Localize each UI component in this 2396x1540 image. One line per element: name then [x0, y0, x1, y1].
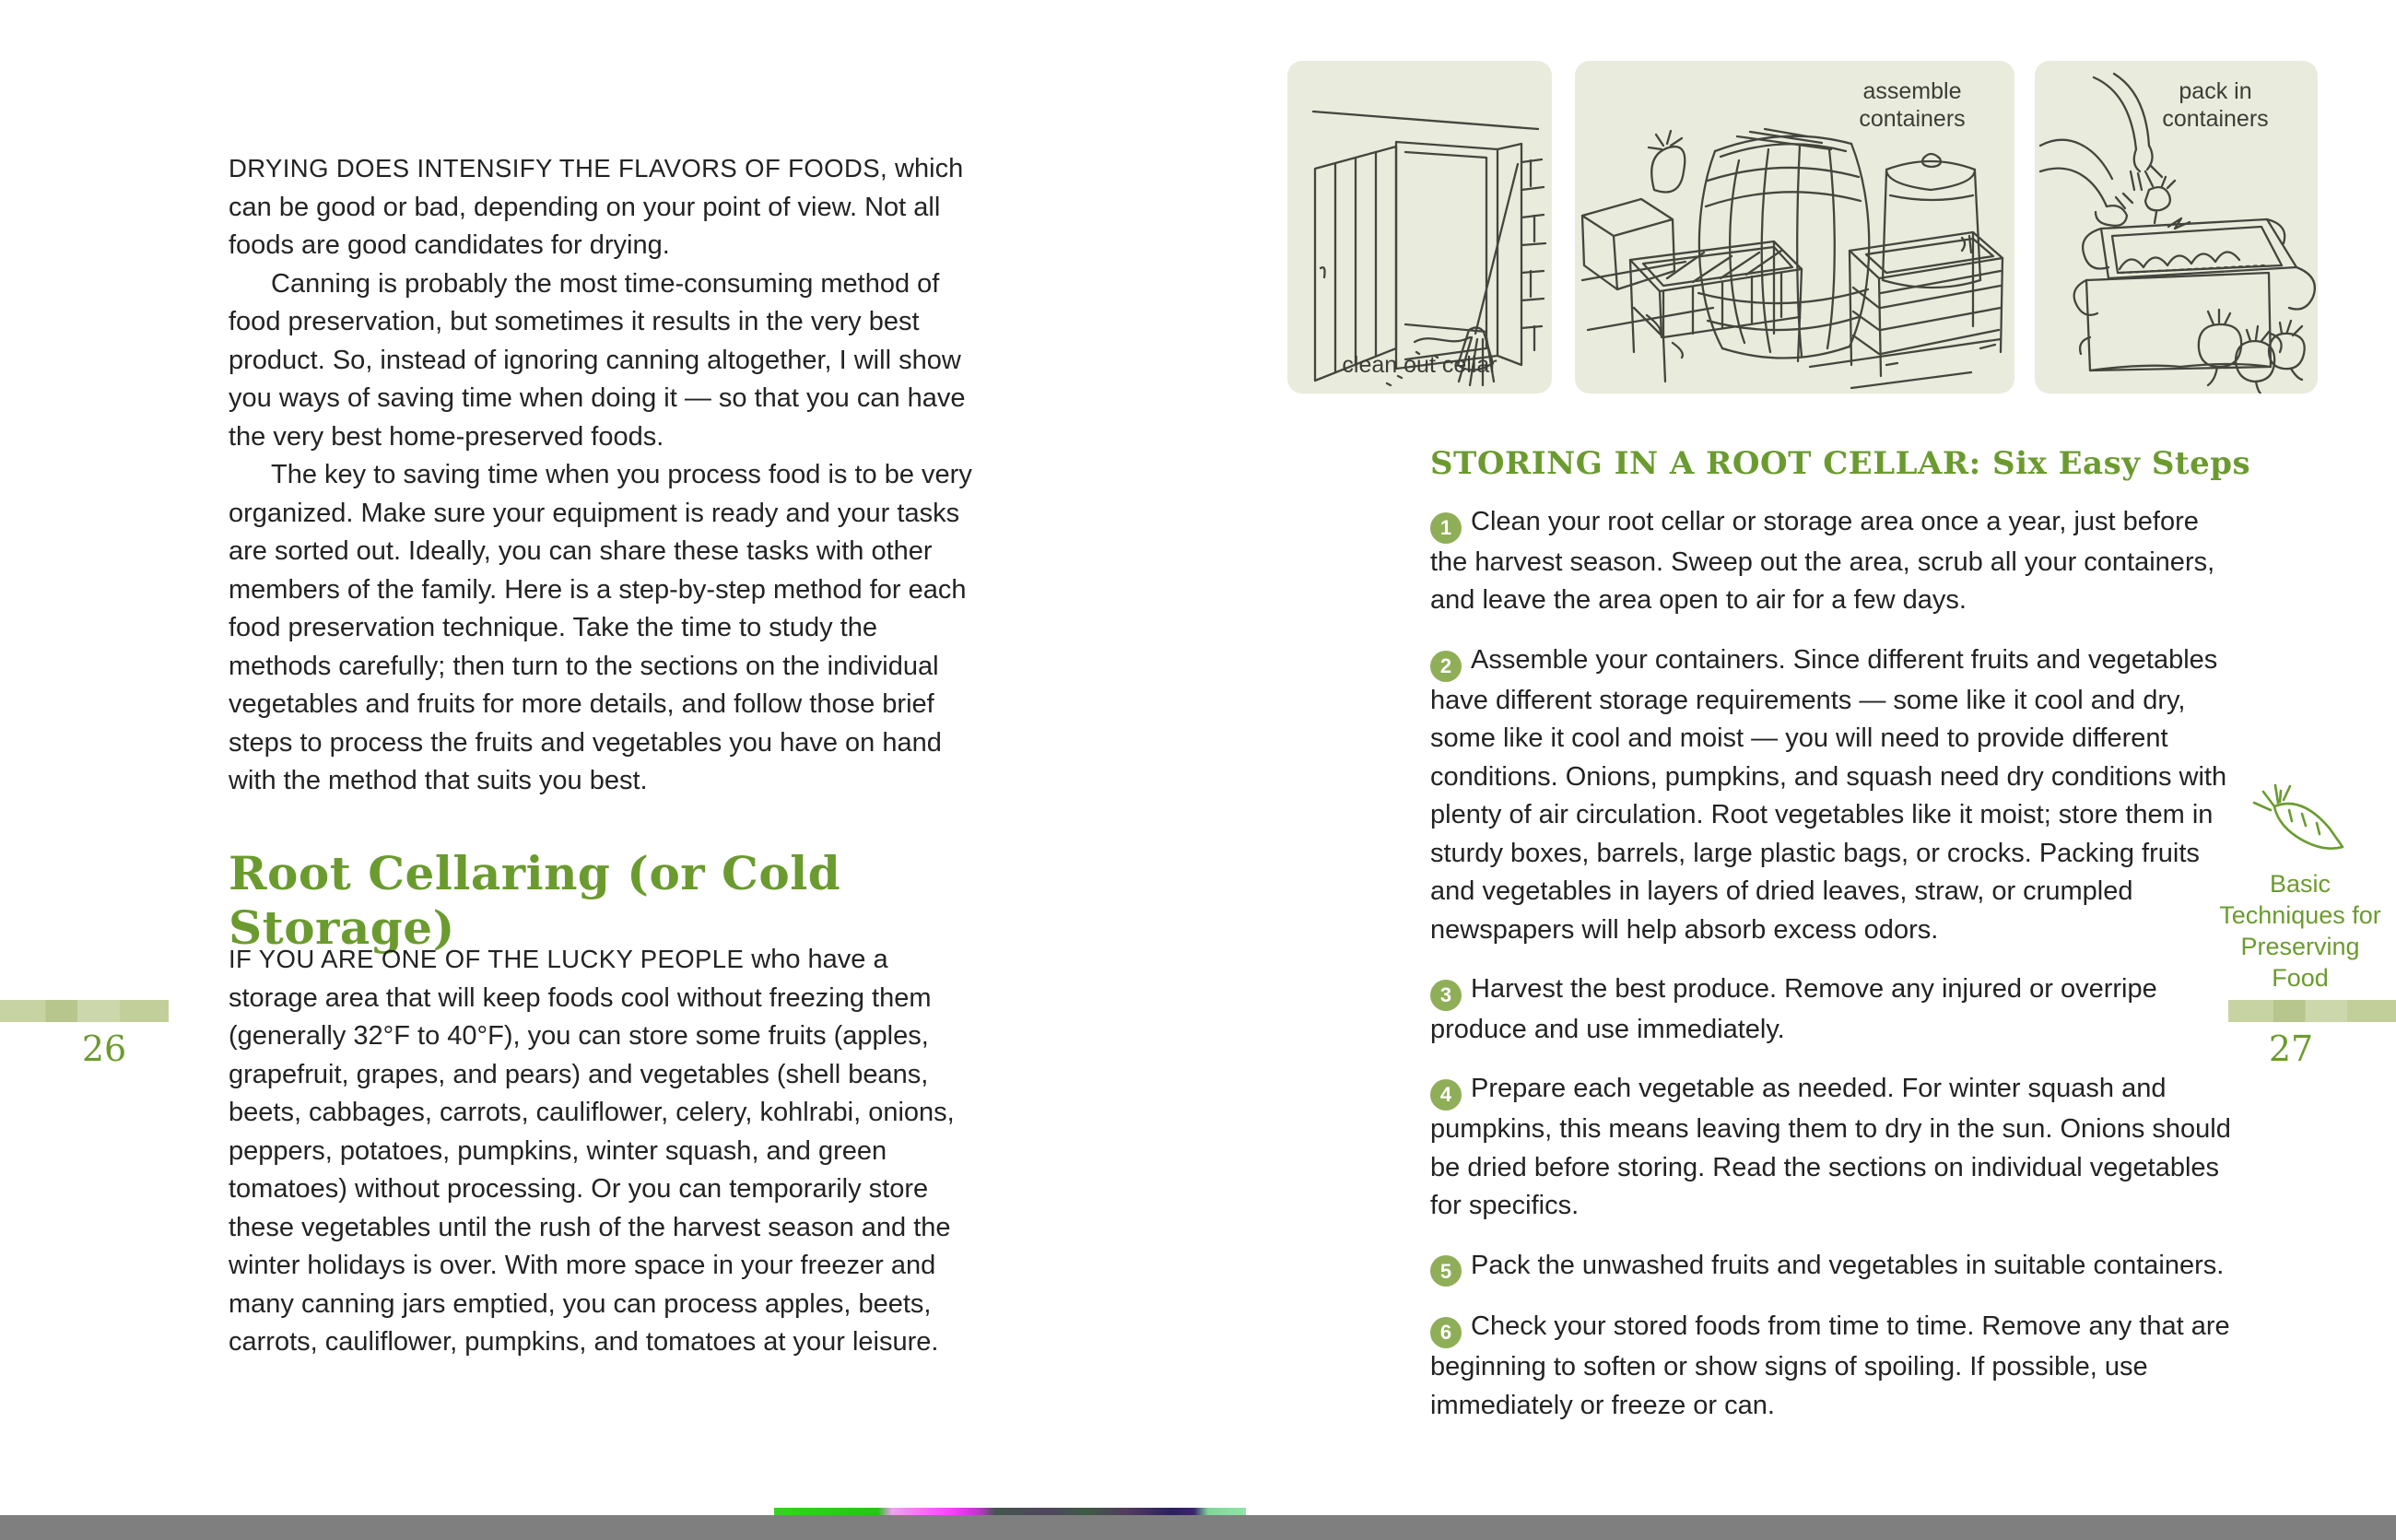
- illustration-caption: clean out cellar: [1342, 352, 1498, 378]
- step-item-1: 1 Clean your root cellar or storage area once a year, just before the harvest season. Sweep out the area, scrub all your containers, and leave the area open to air for a few days.: [1430, 507, 2215, 616]
- illustration-assemble-containers: [1575, 61, 2014, 394]
- step-number-badge: 2: [1430, 651, 1462, 682]
- step-item-2: 2 Assemble your containers. Since different fruits and vegetables have different storage requirements — some like it cool and dry, some like it cool and moist — you will need to provide different conditions. Onions, pumpkins, and squash need dry conditions with plenty of air circulation. Root vegetables like it moist; store them in sturdy boxes, barrels, large plastic bags, or crocks. Packing fruits and vegetables in layers of dried leaves, straw, or crumpled newspapers will help absorb excess odors.: [1430, 644, 2227, 945]
- left-margin-band: [0, 1000, 169, 1022]
- right-margin-band: [2228, 1000, 2396, 1022]
- paragraph-canning: Canning is probably the most time-consuming method of food preservation, but sometimes it results in the very best product. So, instead of ignoring canning altogether, I will show you ways of saving time when doing it — so that you can have the very best home-preserved foods.: [229, 268, 966, 452]
- step-number-badge: 6: [1430, 1317, 1462, 1348]
- paragraph-drying: DRYING DOES INTENSIFY THE FLAVORS OF FOODS, which can be good or bad, depending on your point of view. Not all foods are good candidates for drying.: [229, 154, 964, 260]
- illustration-pack-in-containers: [2035, 61, 2318, 394]
- paragraph-lead-caps: DRYING DOES INTENSIFY THE FLAVORS OF FOODS,: [229, 154, 887, 182]
- paragraph-key-to-saving-time: The key to saving time when you process food is to be very organized. Make sure your equipment is ready and your tasks are sorted out. Ideally, you can share these tasks with other members of the family. Here is a step-by-step method for each food preservation technique. Take the time to study the methods carefully; then turn to the sections on the individual vegetables and fruits for more details, and follow those brief steps to process the fruits and vegetables you have on hand with the method that suits you best.: [229, 460, 972, 795]
- steps-heading: STORING IN A ROOT CELLAR: Six Easy Steps: [1430, 445, 2251, 482]
- paragraph-lead-caps: IF YOU ARE ONE OF THE LUCKY PEOPLE: [229, 945, 745, 973]
- step-number-badge: 3: [1430, 980, 1462, 1011]
- steps-list: [1430, 503, 2234, 1446]
- step-item-5: 5 Pack the unwashed fruits and vegetables in suitable containers.: [1430, 1247, 2234, 1287]
- step-item-4: 4 Prepare each vegetable as needed. For winter squash and pumpkins, this means leaving them to dry in the sun. Onions should be dried before storing. Read the sections on individual vegetables for specifics.: [1430, 1074, 2231, 1220]
- step-number-badge: 4: [1430, 1079, 1462, 1111]
- left-page-section-text: [229, 940, 982, 1362]
- left-page-body-text: [229, 149, 982, 801]
- section-heading-root-cellaring: Root Cellaring (or Cold Storage): [229, 846, 841, 955]
- carrot-icon: [2243, 779, 2358, 866]
- step-number-badge: 5: [1430, 1255, 1462, 1287]
- bottom-gray-bar: [0, 1515, 2396, 1540]
- right-page-number: 27: [2268, 1029, 2314, 1069]
- cellar-door-illustration-icon: [1287, 61, 1552, 394]
- paragraph-lucky-people: IF YOU ARE ONE OF THE LUCKY PEOPLE who have a storage area that will keep foods cool without freezing them (generally 32°F to 40°F), you can store some fruits (apples, grapefruit, grapes, and pears) and vegetables (shell beans, beets, cabbages, carrots, cauliflower, celery, kohlrabi, onions, peppers, potatoes, pumpkins, winter squash, and green tomatoes) without processing. Or you can temporarily store these vegetables until the rush of the harvest season and the winter holidays is over. With more space in your freezer and many canning jars emptied, you can process apples, beets, carrots, cauliflower, pumpkins, and tomatoes at your leisure.: [229, 945, 955, 1357]
- step-item-3: 3 Harvest the best produce. Remove any injured or overripe produce and use immediately.: [1430, 974, 2157, 1044]
- left-page-number: 26: [81, 1029, 127, 1069]
- illustration-caption: pack in containers: [2162, 78, 2269, 132]
- sidebar-section-label: Basic Techniques for Preserving Food: [2219, 870, 2381, 992]
- illustration-clean-out-cellar: [1287, 61, 1552, 394]
- illustration-caption: assemble containers: [1859, 78, 1966, 132]
- step-item-6: 6 Check your stored foods from time to time. Remove any that are beginning to soften or show signs of spoiling. If possible, use immediately or freeze or can.: [1430, 1311, 2230, 1420]
- step-number-badge: 1: [1430, 512, 1462, 544]
